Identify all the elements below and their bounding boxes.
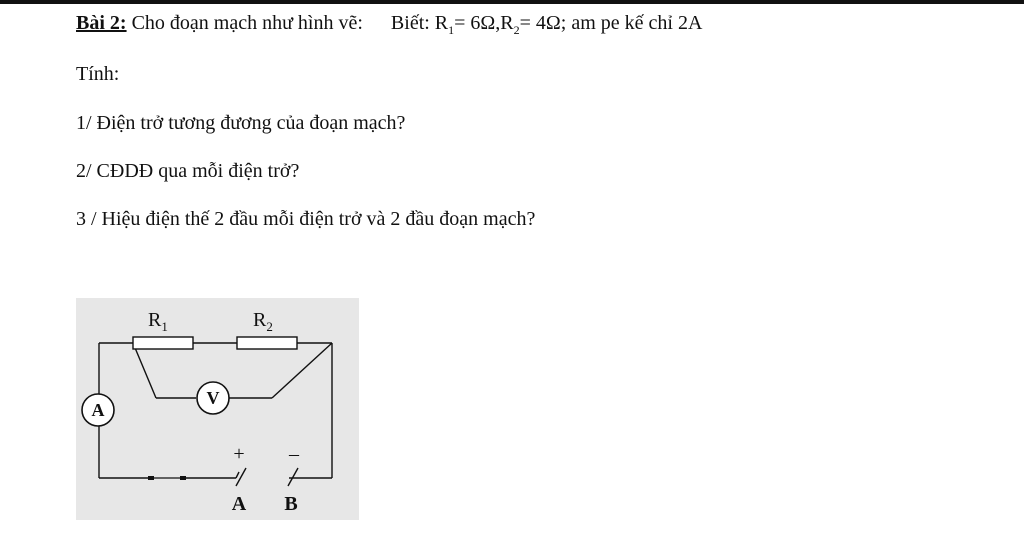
minus-sign: – xyxy=(289,443,299,465)
plus-sign: + xyxy=(233,443,245,465)
terminal-a-label: A xyxy=(231,493,247,515)
resistor-r1 xyxy=(133,337,193,349)
voltmeter-label: V xyxy=(206,388,220,408)
given-prefix: Biết: R xyxy=(390,12,449,34)
question-1: 1/ Điện trở tương đương của đoạn mạch? xyxy=(76,112,406,134)
given-r2-subscript: 2 xyxy=(513,23,520,37)
compute-label: Tính: xyxy=(76,63,120,85)
ammeter-label: A xyxy=(91,400,105,420)
problem-heading xyxy=(76,12,702,38)
r1-label: $R_1$ xyxy=(148,309,168,334)
problem-intro: Cho đoạn mạch như hình vẽ: xyxy=(131,12,363,34)
given-r1-value: = 6Ω,R xyxy=(454,12,514,34)
switch-contact-left xyxy=(148,476,154,480)
resistor-r2 xyxy=(237,337,297,349)
question-2: 2/ CĐDĐ qua mỗi điện trở? xyxy=(76,160,300,182)
terminal-b-label: B xyxy=(284,493,298,515)
switch-contact-right xyxy=(180,476,186,480)
given-r1-subscript: 1 xyxy=(448,23,455,37)
given-r2-value: = 4Ω; am pe kế chỉ 2A xyxy=(519,12,703,34)
r2-label: $R_2$ xyxy=(253,309,273,334)
problem-number: Bài 2: xyxy=(76,12,127,34)
circuit-diagram xyxy=(76,298,359,520)
top-border xyxy=(0,0,1024,4)
question-3: 3 / Hiệu điện thế 2 đầu mỗi điện trở và 2 đầu đoạn mạch? xyxy=(76,208,536,230)
